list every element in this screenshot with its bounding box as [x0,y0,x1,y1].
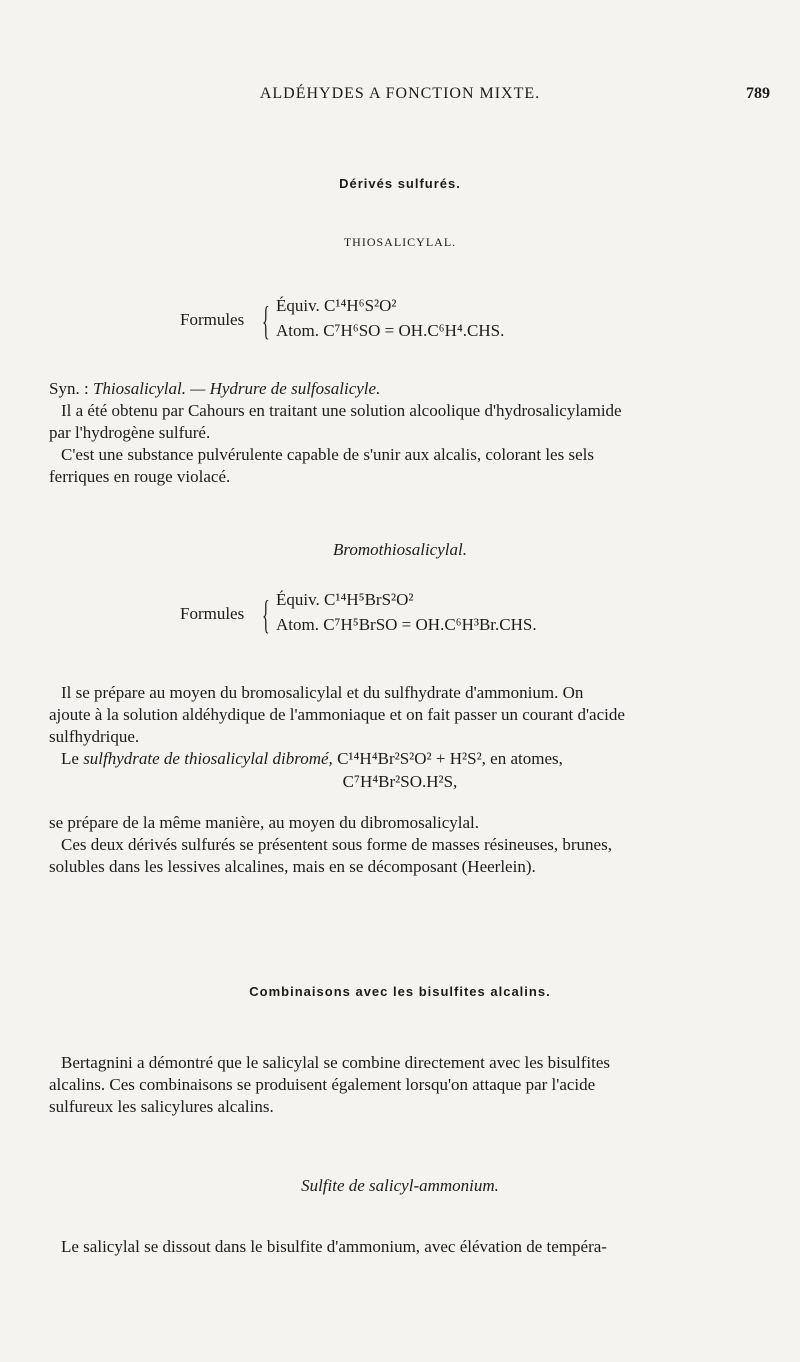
brace-icon: { [262,592,270,637]
formula-equiv: Équiv. C¹⁴H⁵BrS²O² [276,590,414,609]
text-line: sulfureux les salicylures alcalins. [49,1097,274,1116]
synonyms-line [49,378,761,400]
compound-name-italic: sulfhydrate de thiosalicylal dibromé, [83,749,333,768]
text-line: Bertagnini a démontré que le salicylal se combine directement avec les bisulfites [61,1053,610,1072]
formula-label: Formules [180,310,245,329]
paragraph-derives-properties [49,812,761,878]
paragraph-salicylal-dissolution [49,1236,761,1258]
formula-block-thiosalicylal [180,294,680,354]
text-line: ajoute à la solution aldéhydique de l'ammoniaque et on fait passer un courant d'acide [49,705,625,724]
compound-title-sulfite: Sulfite de salicyl-ammonium. [301,1176,499,1195]
text-line: Il se prépare au moyen du bromosalicylal et du sulfhydrate d'ammonium. On [61,683,584,702]
text-line: Ces deux dérivés sulfurés se présentent sous forme de masses résineuses, brunes, [61,835,612,854]
text-line: ferriques en rouge violacé. [49,467,231,486]
formula-dibrome-atoms: C⁷H⁴Br²SO.H²S, [342,772,458,791]
text-line: Il a été obtenu par Cahours en traitant une solution alcoolique d'hydrosalicylamide [61,401,622,420]
paragraph-bromothiosalicylal-prep [49,682,761,770]
syn-text: Thiosalicylal. — Hydrure de sulfosalicyle. [92,379,381,398]
text-line: se prépare de la même manière, au moyen du dibromosalicylal. [49,813,480,832]
formula-label: Formules [180,604,245,623]
formula-block-bromothiosalicylal [180,588,680,648]
text-line: C'est une substance pulvérulente capable de s'unir aux alcalis, colorant les sels [61,445,594,464]
section-heading-derives-sulfures: Dérivés sulfurés. [339,176,461,191]
compound-title-bromothiosalicylal: Bromothiosalicylal. [333,540,467,559]
formula-equiv: Équiv. C¹⁴H⁶S²O² [276,296,397,315]
syn-label: Syn. : [49,379,93,398]
text-line: par l'hydrogène sulfuré. [49,423,211,442]
section-heading-bisulfites: Combinaisons avec les bisulfites alcalins. [249,984,551,999]
text-line: sulfhydrique. [49,727,140,746]
brace-icon: { [262,298,270,343]
text-line-dibrome: Le sulfhydrate de thiosalicylal dibromé, C¹⁴H⁴Br²S²O² + H²S², en atomes, [61,749,563,768]
running-title: ALDÉHYDES A FONCTION MIXTE. [259,85,541,102]
text-line: alcalins. Ces combinaisons se produisent également lorsqu'on attaque par l'acide [49,1075,596,1094]
paragraph-bertagnini [49,1052,761,1118]
formula-atom: Atom. C⁷H⁶SO = OH.C⁶H⁴.CHS. [276,321,505,340]
text-line: solubles dans les lessives alcalines, mais en se décomposant (Heerlein). [49,857,536,876]
paragraph-thiosalicylal [49,378,761,488]
text-line: Le salicylal se dissout dans le bisulfite d'ammonium, avec élévation de tempéra- [61,1237,607,1256]
page-number: 789 [746,85,770,102]
formula-atom: Atom. C⁷H⁵BrSO = OH.C⁶H³Br.CHS. [276,615,537,634]
page-header [0,85,800,109]
compound-heading-thiosalicylal: THIOSALICYLAL. [343,235,457,249]
